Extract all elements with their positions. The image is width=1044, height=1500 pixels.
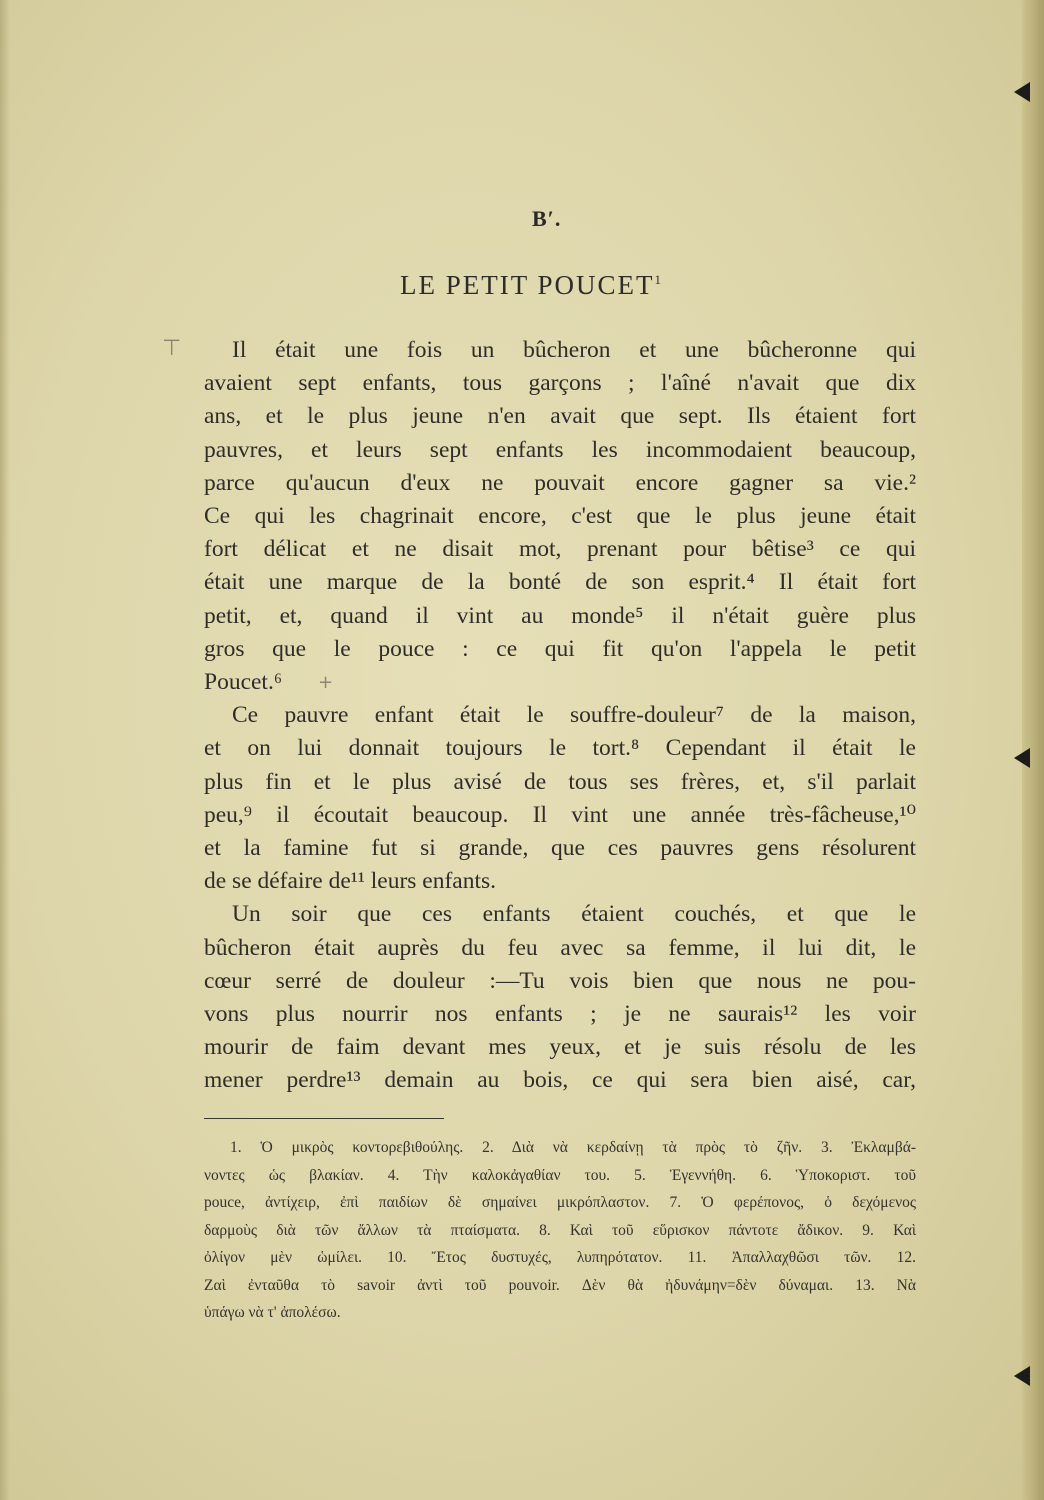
footnote-divider (204, 1118, 444, 1119)
text-line: et on lui donnait toujours le tort.⁸ Cependant il était le (204, 735, 916, 762)
text-line: était une marque de la bonté de son esprit.⁴ Il était fort (204, 569, 916, 596)
text-line: petit, et, quand il vint au monde⁵ il n'était guère plus (204, 602, 916, 629)
paragraph-2 (204, 699, 916, 898)
text-line: Il était une fois un bûcheron et une bûcheronne qui (232, 337, 916, 363)
title-footnote-ref: 1 (654, 272, 663, 287)
text-line: mourir de faim devant mes yeux, et je suis résolu de les (204, 1034, 916, 1061)
footnote-line: 1. Ὁ μικρὸς κοντορεβιθούλης. 2. Διὰ νὰ κερδαίνῃ τὰ πρὸς τὸ ζῆν. 3. Ἐκλαμβά- (230, 1139, 916, 1156)
footnote-line: δαρμοὺς διὰ τῶν ἄλλων τὰ πταίσματα. 8. Καὶ τοῦ εὕρισκον πάντοτε ἄδικον. 9. Καὶ (204, 1221, 916, 1239)
text-line: ans, et le plus jeune n'en avait que sept. Ils étaient fort (204, 403, 916, 430)
pencil-margin-mark: ⊤ (162, 336, 182, 361)
pencil-cross-mark: + (318, 672, 334, 693)
text-line: Ce qui les chagrinait encore, c'est que le plus jeune était (204, 503, 916, 530)
text-line: vons plus nourrir nos enfants ; je ne saurais¹² les voir (204, 1001, 916, 1028)
page-title (400, 270, 663, 301)
footnote-line: pouce, ἀντίχειρ, ἐπὶ παιδίων δὲ σημαίνει μικρόπλαστον. 7. Ὁ φερέπονος, ὁ δεχόμενος (204, 1194, 916, 1211)
edge-tab-marker-middle (1014, 748, 1030, 768)
page-left-shadow (0, 0, 10, 1500)
text-line: avaient sept enfants, tous garçons ; l'aîné n'avait que dix (204, 370, 916, 397)
footnote-line: νοντες ὡς βλακίαν. 4. Τὴν καλοκἀγαθίαν του. 5. Ἐγεννήθη. 6. Ὑποκοριστ. τοῦ (204, 1166, 916, 1184)
footnote-line: Ζαὶ ἐνταῦθα τὸ savoir ἀντὶ τοῦ pouvoir. Δὲν θὰ ἠδυνάμην=δὲν δύναμαι. 13. Νὰ (204, 1276, 916, 1294)
body-text (204, 334, 916, 1098)
text-line: pauvres, et leurs sept enfants les incommodaient beaucoup, (204, 436, 916, 463)
text-line: plus fin et le plus avisé de tous ses frères, et, s'il parlait (204, 768, 916, 795)
text-line: Un soir que ces enfants étaient couchés, et que le (232, 901, 916, 928)
text-line: peu,⁹ il écoutait beaucoup. Il vint une année très-fâcheuse,¹⁰ (204, 801, 916, 828)
edge-tab-marker-top (1014, 82, 1030, 102)
text-line: mener perdre¹³ demain au bois, ce qui sera bien aisé, car, (204, 1067, 916, 1094)
text-line: bûcheron était auprès du feu avec sa femme, il lui dit, le (204, 934, 916, 961)
text-line: Poucet.⁶ (204, 669, 283, 696)
edge-tab-marker-bottom (1014, 1366, 1030, 1386)
text-line: parce qu'aucun d'eux ne pouvait encore gagner sa vie.² (204, 469, 916, 496)
text-line: fort délicat et ne disait mot, prenant pour bêtise³ ce qui (204, 536, 916, 563)
footnotes (204, 1134, 916, 1327)
footnote-line: ὀλίγον μὲν ὡμίλει. 10. Ἔτος δυστυχές, λυπηρότατον. 11. Ἀπαλλαχθῶσι τῶν. 12. (204, 1249, 916, 1266)
text-line: de se défaire de¹¹ leurs enfants. (204, 868, 497, 895)
section-number: B′. (532, 206, 562, 231)
text-line: gros que le pouce : ce qui fit qu'on l'appela le petit (204, 635, 916, 662)
text-line: et la famine fut si grande, que ces pauvres gens résolurent (204, 835, 916, 862)
footnote-line: ὑπάγω νὰ τ' ἀπολέσω. (204, 1304, 341, 1321)
text-line: Ce pauvre enfant était le souffre-douleur⁷ de la maison, (232, 702, 916, 729)
paragraph-3 (204, 898, 916, 1097)
paragraph-1 (204, 334, 916, 699)
text-line: cœur serré de douleur :—Tu vois bien que nous ne pou- (204, 967, 916, 994)
title-text: LE PETIT POUCET (400, 270, 655, 300)
